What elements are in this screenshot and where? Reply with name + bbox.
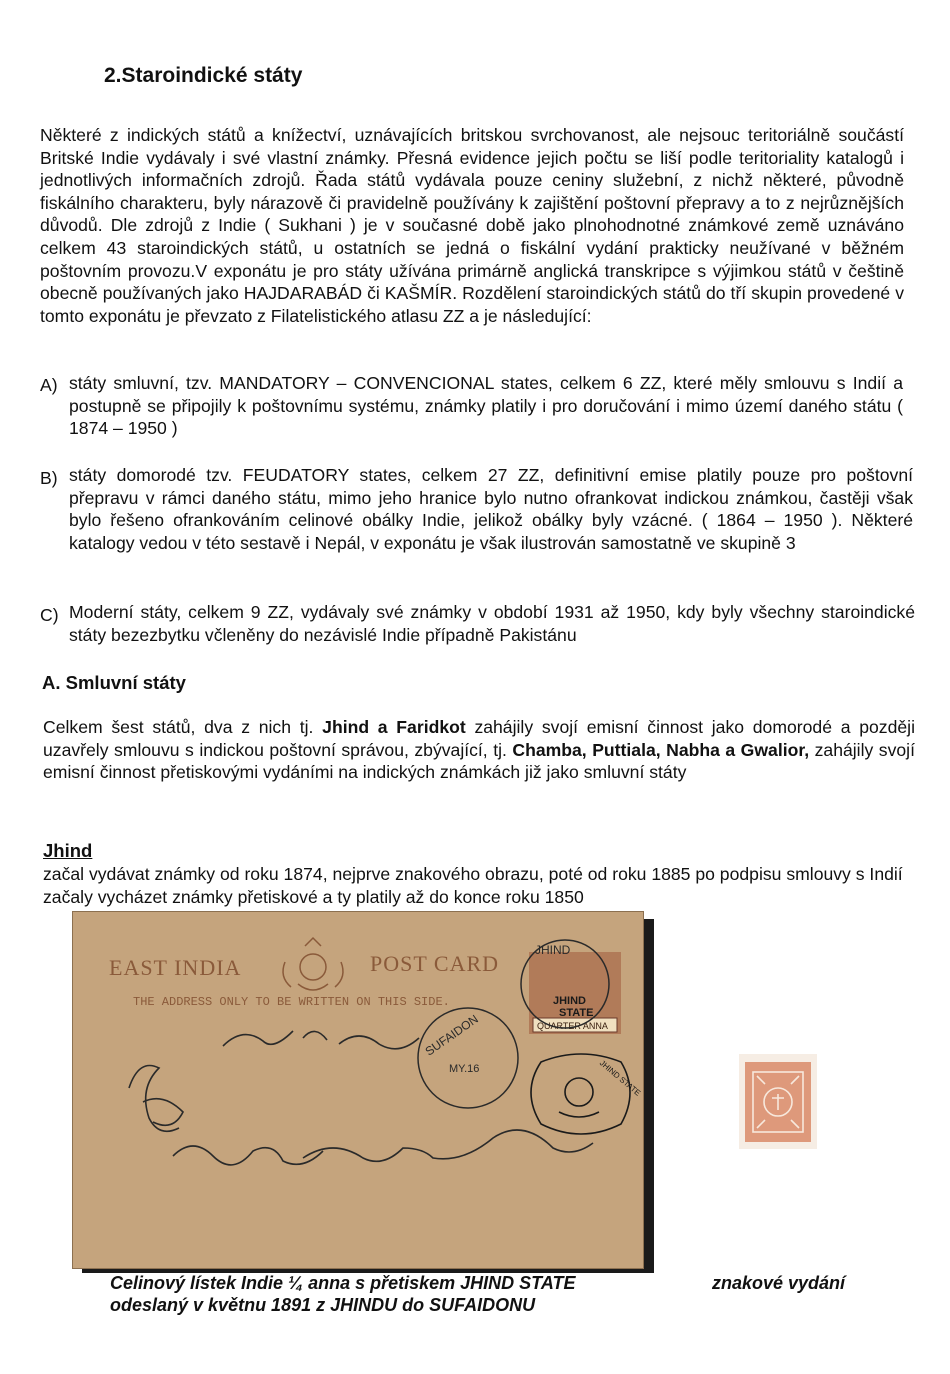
section-a-text-1: Celkem šest států, dva z nich tj. — [43, 717, 323, 737]
postcard-caption-line2: odeslaný v květnu 1891 z JHINDU do SUFAIDONU — [110, 1295, 536, 1315]
jhind-heading: Jhind — [43, 840, 93, 861]
group-b-text: státy domorodé tzv. FEUDATORY states, celkem 27 ZZ, definitivní emise platily pouze pro poštovní přepravu v rámci daného státu, mimo jeho hranice bylo nutno ofrankovat indickou známkou, častěji však bylo řešeno ofrankováním celinové obálky Indie, jelikož obálky byly vzácné. ( 1864 – 1950 ). Některé katalogy vedou v této sestavě i Nepál, v exponátu je však ilustrován samostatně ve skupině 3 — [69, 465, 913, 553]
postcard-right-title: POST CARD — [370, 951, 500, 976]
jhind-paragraph: začal vydávat známky od roku 1874, nejprve znakového obrazu, poté od roku 1885 po podpisu smlouvy s Indií začaly vycházet známky přetiskové a ty platily až do konce roku 1850 — [43, 864, 903, 907]
postcard-caption-line1: Celinový lístek Indie ¼ anna s přetiskem JHIND STATE — [110, 1273, 576, 1293]
overprint-jhind: JHIND — [553, 995, 587, 1007]
postmark-date: MY.16 — [449, 1063, 480, 1075]
stamp-value-banner: QUARTER ANNA — [537, 1021, 608, 1031]
group-b-letter: B) — [40, 468, 58, 488]
postcard-image — [72, 911, 644, 1269]
group-c-letter: C) — [40, 605, 59, 625]
stamp-caption: znakové vydání — [712, 1273, 846, 1293]
handwriting-icon — [129, 1031, 593, 1165]
group-a-letter: A) — [40, 375, 58, 395]
royal-arms-icon — [283, 938, 343, 990]
postmark-sufaidon-text: SUFAIDON — [422, 1011, 481, 1059]
postcard-drawing — [73, 912, 643, 1268]
postcard-instruction: THE ADDRESS ONLY TO BE WRITTEN ON THIS SIDE. — [133, 995, 450, 1009]
jhind-arms-stamp — [739, 1054, 817, 1149]
seal-text: JHIND STATE — [597, 1058, 643, 1098]
jhind-seal-icon — [531, 1054, 630, 1134]
jhind-stamp-image — [739, 1054, 817, 1149]
overprint-state: STATE — [559, 1007, 594, 1019]
intro-paragraph: Některé z indických států a knížectví, uznávajících britskou svrchovanost, ale nejsouc teritoriálně součástí Britské Indie vydávaly i své vlastní známky. Přesná evidence jejich počtu se liší podle teritoriality katalogů i jednotlivých informačních zdrojů. Řada států vydávala pouze ceniny služební, z nichž některé, původně fiskálního charakteru, byly nárazově či pravidelně používány k zajištění poštovní přepravy a to z nejrůznějších důvodů. Dle zdrojů z Indie ( Sukhani ) je v současné době jako plnohodnotné známkové země uznáváno celkem 43 staroindických států, u ostatních se jedná o fiskální vydání prakticky neužívané v běžném poštovním provozu.V exponátu je pro státy užívána primárně anglická transkripce s výjimkou států v češtině obecně používaných jako HAJDARABÁD či KAŠMÍR. Rozdělení staroindických států do tří skupin provedené v tomto exponátu je převzato z Filatelistického atlasu ZZ a je následující: — [40, 125, 904, 326]
section-a-heading: A. Smluvní státy — [42, 672, 186, 693]
postcard-left-title: EAST INDIA — [109, 955, 242, 980]
section-a-bold-2: Chamba, Puttiala, Nabha a Gwalior, — [512, 739, 810, 760]
group-a-text: státy smluvní, tzv. MANDATORY – CONVENCIONAL states, celkem 6 ZZ, které měly smlouvu s Indií a postupně se připojily k poštovnímu systému, známky platily i pro doručování i mimo území daného státu ( 1874 – 1950 ) — [69, 373, 903, 439]
section-a-text-2: zahájily svojí emisní činnost jako domorodé a později uzavřely smlouvu s indickou poštovní správou, zbývající, tj. — [43, 717, 915, 760]
section-a-bold-1: Jhind a Faridkot — [322, 717, 466, 737]
page-title: 2.Staroindické státy — [104, 64, 303, 87]
postcard-caption — [110, 1272, 575, 1316]
section-a-text-3: zahájily svojí emisní činnost přetiskovými vydáními na indických známkách již jako smluvní státy — [43, 739, 915, 783]
section-a-paragraph — [43, 716, 915, 784]
group-c-text: Moderní státy, celkem 9 ZZ, vydávaly své známky v období 1931 až 1950, kdy byly všechny staroindické státy bezezbytku včleněny do nezávislé Indie případně Pakistánu — [69, 602, 915, 645]
postmark-jhind-text: JHIND — [535, 943, 571, 957]
